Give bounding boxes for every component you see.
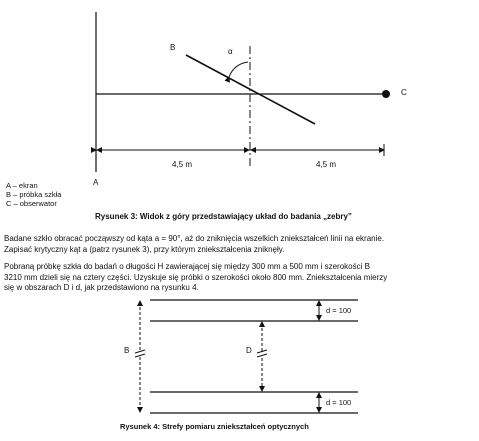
- angle-arc: [229, 62, 248, 77]
- legend: [6, 181, 61, 208]
- label-d-bottom: d = 100: [326, 398, 352, 407]
- paragraph-2-line: się w obszarach D i d, jak przedstawiono na rysunku 4.: [4, 283, 199, 292]
- label-A: A: [93, 178, 99, 187]
- label-alpha: α: [228, 47, 233, 56]
- observer-dot: [382, 90, 390, 98]
- paragraph-2-line: Pobraną próbkę szkła do badań o długości H zawierającej się między 300 mm a 500 mm i szerokości B: [4, 262, 370, 271]
- paragraph-2-line: 3210 mm dzieli się na cztery części. Uzyskuje się próbki o szerokości około 800 mm. Zniekształcenia mierzy: [4, 272, 388, 282]
- figure-3-caption: Rysunek 3: Widok z góry przedstawiający układ do badania „zebry”: [95, 212, 352, 221]
- dimension-right-label: 4,5 m: [316, 160, 337, 169]
- paragraph-1: [4, 234, 476, 255]
- label-B-width: B: [124, 346, 130, 355]
- label-D: D: [246, 346, 252, 355]
- label-d-top: d = 100: [326, 306, 352, 315]
- label-C: C: [401, 88, 407, 97]
- paragraph-1-line: Badane szkło obracać począwszy od kąta a = 90°, aż do zniknięcia wszelkich zniekształceń linii na ekranie.: [4, 234, 385, 243]
- figure-4-caption: Rysunek 4: Strefy pomiaru zniekształceń optycznych: [120, 422, 309, 431]
- paragraph-2: [4, 262, 476, 294]
- legend-item-C: C – obserwator: [6, 199, 57, 208]
- legend-item-B: B – próbka szkła: [6, 190, 62, 199]
- paragraph-1-line: Zapisać krytyczny kąt a (patrz rysunek 3), przy którym zniekształcenia zniknęły.: [4, 244, 285, 254]
- dimension-left-label: 4,5 m: [172, 160, 193, 169]
- legend-item-A: A – ekran: [6, 181, 38, 190]
- label-B: B: [170, 43, 176, 52]
